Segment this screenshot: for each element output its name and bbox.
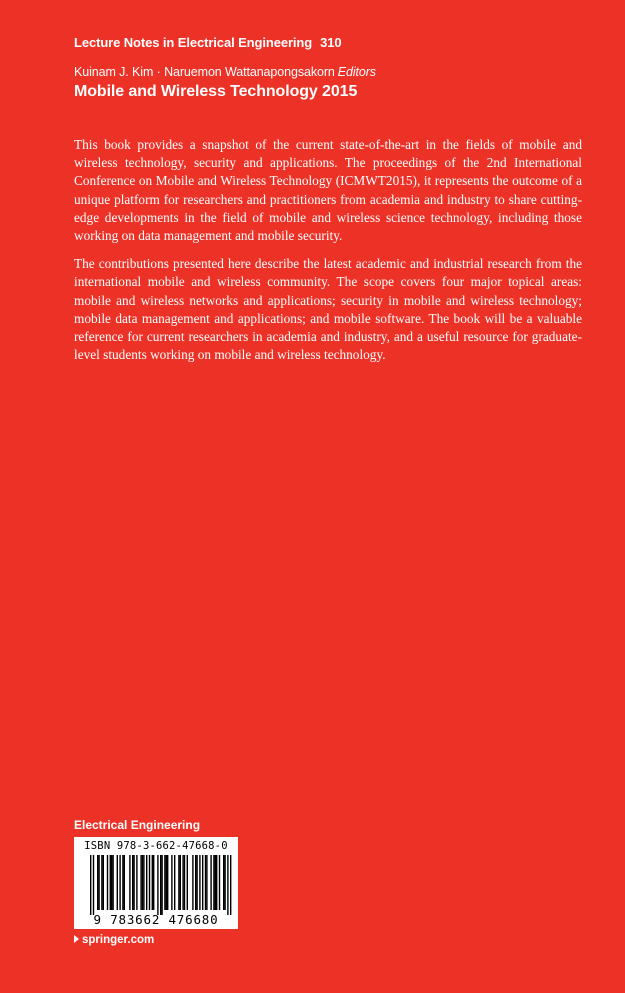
barcode-bar xyxy=(161,855,162,915)
barcode-bar xyxy=(143,855,144,910)
barcode-bar xyxy=(146,855,147,910)
book-title: Mobile and Wireless Technology 2015 xyxy=(74,83,358,100)
series-volume: 310 xyxy=(320,35,342,50)
barcode-bar xyxy=(124,855,125,910)
barcode-bar xyxy=(111,855,112,910)
barcode-bar xyxy=(178,855,179,910)
publisher-link-text: springer.com xyxy=(82,934,155,946)
barcode-bar xyxy=(215,855,216,910)
barcode-bar xyxy=(157,855,158,915)
barcode-bar xyxy=(140,855,141,910)
barcode-bar xyxy=(184,855,185,910)
barcode-bar xyxy=(216,855,217,910)
barcode-bar xyxy=(119,855,120,910)
barcode-bar xyxy=(129,855,130,910)
barcode-bar xyxy=(117,855,118,910)
publisher-link[interactable] xyxy=(74,934,154,946)
barcode-bar xyxy=(195,855,196,910)
barcode-bar xyxy=(192,855,193,910)
barcode-bar xyxy=(110,855,111,910)
barcode-bar xyxy=(174,855,175,910)
barcode-bar xyxy=(132,855,133,910)
ean-digits: 9 783662 476680 xyxy=(93,912,219,927)
editors-line xyxy=(74,65,376,79)
series-line xyxy=(74,35,342,50)
barcode-bar xyxy=(136,855,137,910)
barcode-bar xyxy=(202,855,203,910)
barcode-bar xyxy=(206,855,207,910)
barcode-bar xyxy=(107,855,108,910)
barcode-bar xyxy=(205,855,206,910)
back-cover-blurb xyxy=(74,136,582,374)
barcode-bar xyxy=(97,855,98,910)
editors-names: Kuinam J. Kim · Naruemon Wattanapongsakorn xyxy=(74,65,335,79)
barcode-bar xyxy=(224,855,225,910)
series-name: Lecture Notes in Electrical Engineering xyxy=(74,35,313,50)
isbn-barcode xyxy=(74,837,238,929)
barcode-bar xyxy=(199,855,200,910)
barcode-bar xyxy=(133,855,134,910)
blurb-paragraph-2: The contributions presented here describe the latest academic and industrial research from the international mobile and wireless community. The scope covers four major topical areas: mobile and wireless networks and applications; security in mobile and wireless technology; mobile data management and applications; and mobile software. The book will be a valuable reference for current researchers in academia and industry, and a useful resource for graduate-level students working on mobile and wireless technology. xyxy=(74,256,582,363)
isbn-label: ISBN 978-3-662-47668-0 xyxy=(84,840,228,852)
blurb-paragraph-1: This book provides a snapshot of the current state-of-the-art in the fields of mobile and wireless technology, security and applications. The proceedings of the 2nd International Conference on Mobile and Wireless Technology (ICMWT2015), it represents the outcome of a unique platform for researchers and practitioners from academia and industry to share cutting-edge developments in the field of mobile and wireless science technology, including those working on data management and mobile security. xyxy=(74,137,582,244)
barcode-bar xyxy=(153,855,154,910)
barcode-bar xyxy=(112,855,113,910)
barcode-bar xyxy=(223,855,224,910)
barcode-bar xyxy=(93,855,94,915)
barcode-bar xyxy=(90,855,91,915)
barcode-bar xyxy=(167,855,168,910)
barcode-bar xyxy=(98,855,99,910)
barcode-bar xyxy=(230,855,231,915)
barcode-bar xyxy=(152,855,153,910)
barcode-bar xyxy=(164,855,165,910)
barcode-bar xyxy=(219,855,220,910)
barcode-bar xyxy=(182,855,183,910)
barcode-bar xyxy=(171,855,172,910)
barcode-bar xyxy=(196,855,197,910)
barcode-bar xyxy=(149,855,150,910)
barcode-bar xyxy=(210,855,211,910)
barcode-bar xyxy=(160,855,161,915)
subject-category: Electrical Engineering xyxy=(74,818,201,832)
barcode-bar xyxy=(103,855,104,910)
barcode-bar xyxy=(213,855,214,910)
barcode-bar xyxy=(166,855,167,910)
barcode-bar xyxy=(187,855,188,910)
barcode-bar xyxy=(227,855,228,915)
barcode-bar xyxy=(122,855,123,910)
barcode-bar xyxy=(142,855,143,910)
barcode-bar xyxy=(180,855,181,910)
editors-role: Editors xyxy=(337,65,376,79)
arrow-icon xyxy=(74,935,79,943)
barcode-bar xyxy=(101,855,102,910)
